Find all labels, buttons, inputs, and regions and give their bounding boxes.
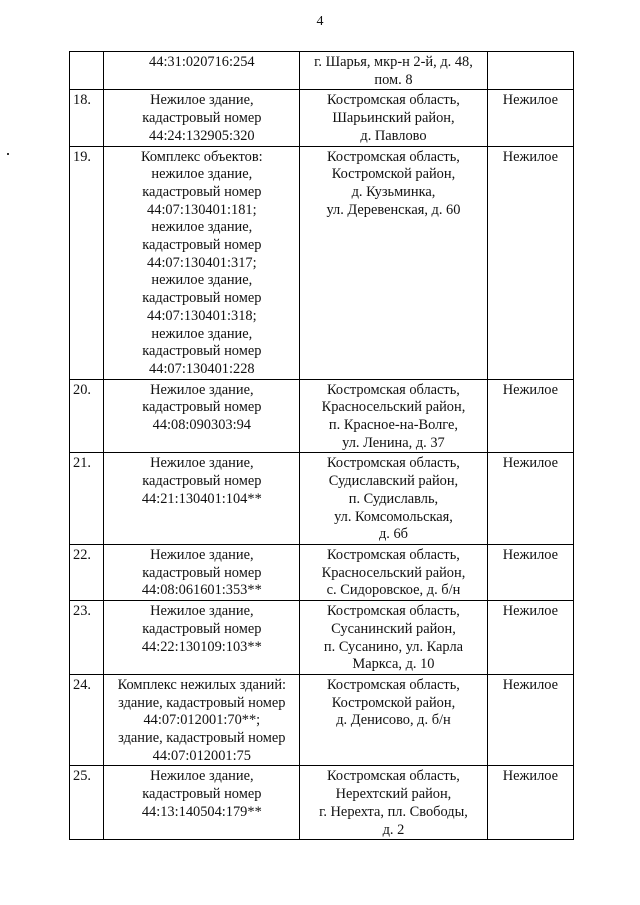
row-number-cell: 20. [70, 379, 104, 453]
row-number-cell: 25. [70, 766, 104, 840]
address-cell: Костромская область, Костромской район, д. Кузьминка, ул. Деревенская, д. 60 [300, 146, 488, 379]
property-table-body [70, 52, 574, 840]
row-number-cell [70, 52, 104, 90]
property-type-cell: Нежилое [487, 453, 573, 545]
row-number-cell: 19. [70, 146, 104, 379]
address-cell: Костромская область, Красносельский район, п. Красное-на-Волге, ул. Ленина, д. 37 [300, 379, 488, 453]
table-row [70, 544, 574, 600]
table-row [70, 453, 574, 545]
table-row [70, 146, 574, 379]
table-row [70, 601, 574, 675]
table-row [70, 90, 574, 146]
property-type-cell: Нежилое [487, 379, 573, 453]
row-number-cell: 23. [70, 601, 104, 675]
page-number: 4 [316, 14, 324, 29]
address-cell: Костромская область, Сусанинский район, п. Сусанино, ул. Карла Маркса, д. 10 [300, 601, 488, 675]
object-description-cell: Нежилое здание, кадастровый номер 44:08:090303:94 [104, 379, 300, 453]
table-row [70, 379, 574, 453]
table-row [70, 766, 574, 840]
object-description-cell: Нежилое здание, кадастровый номер 44:21:130401:104** [104, 453, 300, 545]
row-number-cell: 24. [70, 674, 104, 766]
row-number-cell: 21. [70, 453, 104, 545]
property-type-cell: Нежилое [487, 544, 573, 600]
object-description-cell: Нежилое здание, кадастровый номер 44:22:130109:103** [104, 601, 300, 675]
address-cell: Костромская область, Нерехтский район, г. Нерехта, пл. Свободы, д. 2 [300, 766, 488, 840]
property-type-cell: Нежилое [487, 601, 573, 675]
object-description-cell: Нежилое здание, кадастровый номер 44:24:132905:320 [104, 90, 300, 146]
table-row [70, 52, 574, 90]
address-cell: Костромская область, Судиславский район, п. Судиславль, ул. Комсомольская, д. 6б [300, 453, 488, 545]
address-cell: г. Шарья, мкр-н 2-й, д. 48, пом. 8 [300, 52, 488, 90]
table-row [70, 674, 574, 766]
address-cell: Костромская область, Костромской район, д. Денисово, д. б/н [300, 674, 488, 766]
row-number-cell: 22. [70, 544, 104, 600]
address-cell: Костромская область, Шарьинский район, д. Павлово [300, 90, 488, 146]
property-type-cell: Нежилое [487, 146, 573, 379]
margin-mark [7, 153, 9, 155]
row-number-cell: 18. [70, 90, 104, 146]
property-type-cell [487, 52, 573, 90]
property-type-cell: Нежилое [487, 766, 573, 840]
object-description-cell: Нежилое здание, кадастровый номер 44:08:061601:353** [104, 544, 300, 600]
object-description-cell: Комплекс нежилых зданий: здание, кадастровый номер 44:07:012001:70**; здание, кадастровый номер 44:07:012001:75 [104, 674, 300, 766]
property-type-cell: Нежилое [487, 674, 573, 766]
property-table [69, 51, 574, 840]
address-cell: Костромская область, Красносельский район, с. Сидоровское, д. б/н [300, 544, 488, 600]
object-description-cell: Комплекс объектов: нежилое здание, кадастровый номер 44:07:130401:181; нежилое здание, кадастровый номер 44:07:130401:317; нежилое здание, кадастровый номер 44:07:130401:318; нежилое здание, кадастровый номер 44:07:130401:228 [104, 146, 300, 379]
object-description-cell: 44:31:020716:254 [104, 52, 300, 90]
object-description-cell: Нежилое здание, кадастровый номер 44:13:140504:179** [104, 766, 300, 840]
property-type-cell: Нежилое [487, 90, 573, 146]
